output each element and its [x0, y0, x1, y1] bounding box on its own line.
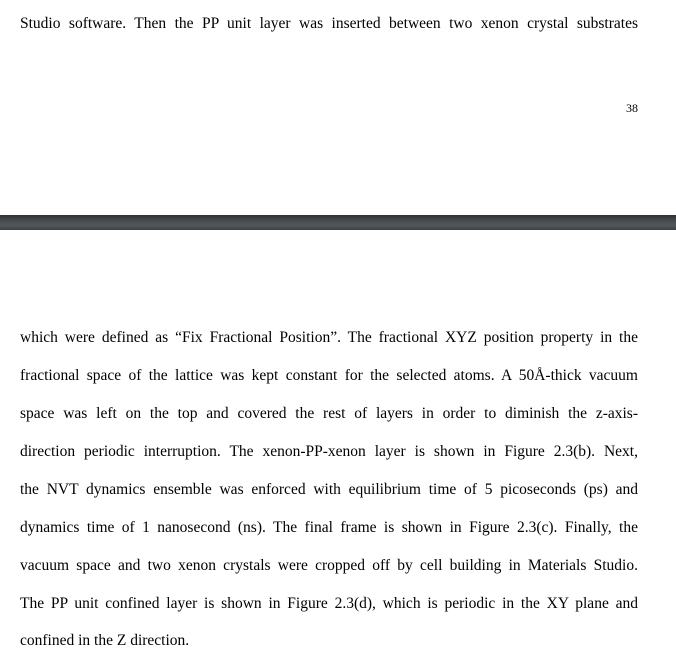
paragraph-line: space was left on the top and covered the rest of layers in order to diminish the z-axis- [20, 405, 638, 422]
page-number: 38 [626, 101, 638, 115]
paragraph-line: confined in the Z direction. [20, 632, 190, 649]
paragraph-line: vacuum space and two xenon crystals were cropped off by cell building in Materials Studio. [20, 557, 638, 574]
page-separator [0, 215, 676, 230]
paragraph-line: Studio software. Then the PP unit layer was inserted between two xenon crystal substrates [20, 15, 638, 32]
paragraph-line: The PP unit confined layer is shown in Figure 2.3(d), which is periodic in the XY plane and [20, 595, 638, 612]
page-38 [0, 0, 676, 215]
page-39 [0, 230, 676, 661]
paragraph-line: direction periodic interruption. The xenon-PP-xenon layer is shown in Figure 2.3(b). Next, [20, 443, 638, 460]
paragraph-line: fractional space of the lattice was kept constant for the selected atoms. A 50Å-thick vacuum [20, 367, 638, 384]
paragraph-line: dynamics time of 1 nanosecond (ns). The final frame is shown in Figure 2.3(c). Finally, the [20, 519, 638, 536]
paragraph-line: which were defined as “Fix Fractional Position”. The fractional XYZ position property in the [20, 329, 638, 346]
paragraph-line: the NVT dynamics ensemble was enforced with equilibrium time of 5 picoseconds (ps) and [20, 481, 638, 498]
